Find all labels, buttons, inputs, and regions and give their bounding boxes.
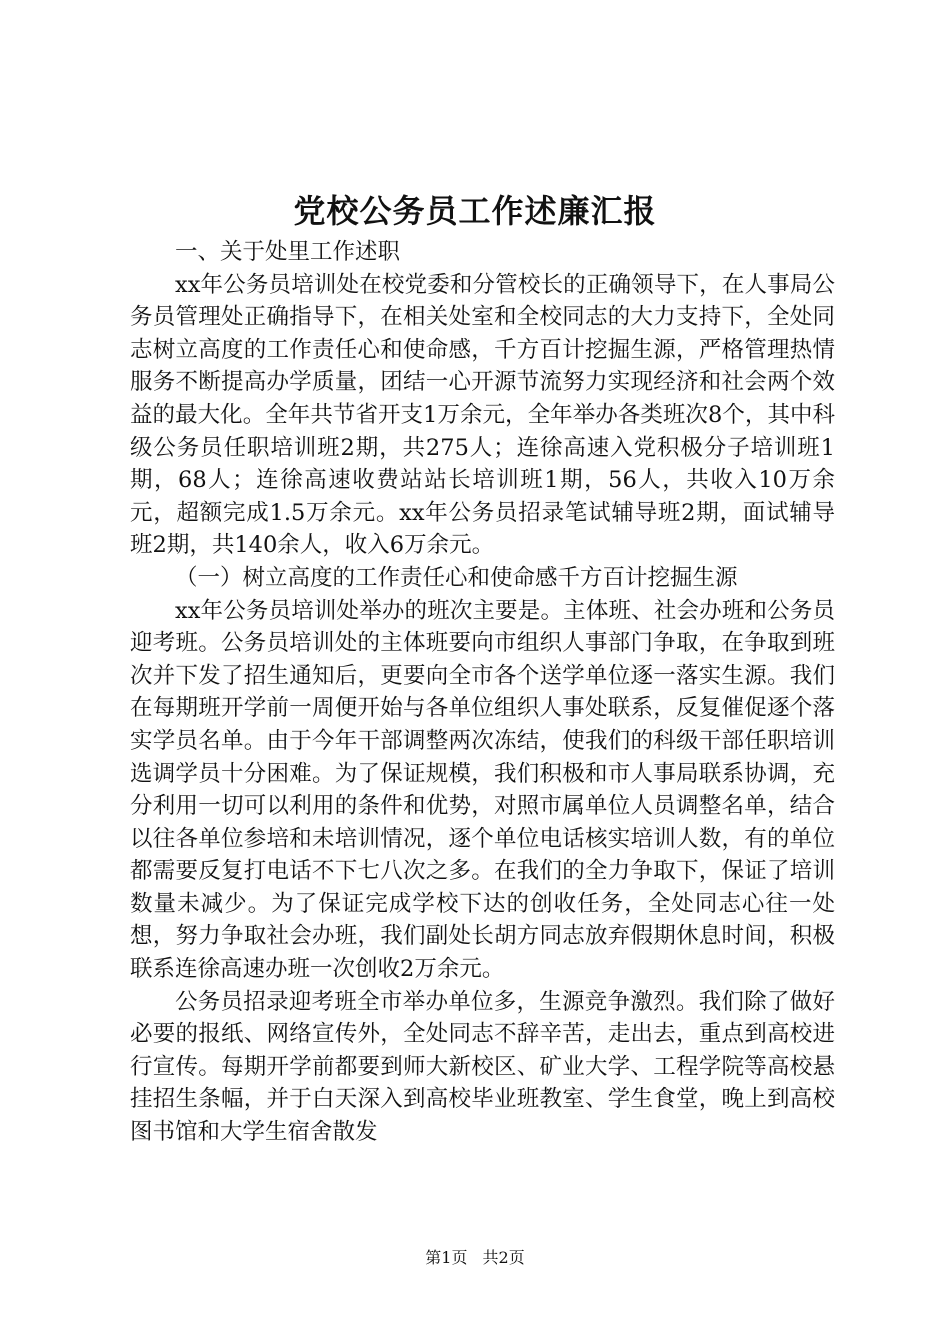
subsection-heading: （一）树立高度的工作责任心和使命感千方百计挖掘生源 [175, 564, 738, 591]
page-number: 第1页 [425, 1248, 468, 1267]
paragraph: xx年公务员培训处在校党委和分管校长的正确领导下，在人事局公务员管理处正确指导下，在相关处室和全校同志的大力支持下，全处同志树立高度的工作责任心和使命感，千方百计挖掘生源，严格管理热情服务不断提高办学质量，团结一心开源节流努力实现经济和社会两个效益的最大化。全年共节省开支1万余元，全年举办各类班次8个，其中科级公务员任职培训班2期，共275人；连徐高速入党积极分子培训班1期，68人；连徐高速收费站站长培训班1期，56人，共收入10万余元，超额完成1.5万余元。xx年公务员招录笔试辅导班2期，面试辅导班2期，共140余人，收入6万余元。 [130, 271, 835, 559]
section-heading: 一、关于处里工作述职 [175, 239, 401, 265]
paragraph: xx年公务员培训处举办的班次主要是。主体班、社会办班和公务员迎考班。公务员培训处的主体班要向市组织人事部门争取，在争取到班次并下发了招生通知后，更要向全市各个送学单位逐一落实生源。我们在每期班开学前一周便开始与各单位组织人事处联系，反复催促逐个落实学员名单。由于今年干部调整两次冻结，使我们的科级干部任职培训选调学员十分困难。为了保证规模，我们积极和市人事局联系协调，充分利用一切可以利用的条件和优势，对照市属单位人员调整名单，结合以往各单位参培和未培训情况，逐个单位电话核实培训人数，有的单位都需要反复打电话不下七八次之多。在我们的全力争取下，保证了培训数量未减少。为了保证完成学校下达的创收任务，全处同志心往一处想，努力争取社会办班，我们副处长胡方同志放弃假期休息时间，积极联系连徐高速办班一次创收2万余元。 [130, 597, 835, 983]
paragraph: 公务员招录迎考班全市举办单位多，生源竞争激烈。我们除了做好必要的报纸、网络宣传外，全处同志不辞辛苦，走出去，重点到高校进行宣传。每期开学前都要到师大新校区、矿业大学、工程学院等高校悬挂招生条幅，并于白天深入到高校毕业班教室、学生食堂，晚上到高校图书馆和大学生宿舍散发 [130, 988, 835, 1146]
page-footer [0, 1245, 950, 1268]
page-total: 共2页 [482, 1248, 525, 1267]
document-body [130, 236, 835, 1149]
page-title: 党校公务员工作述廉汇报 [293, 192, 657, 230]
